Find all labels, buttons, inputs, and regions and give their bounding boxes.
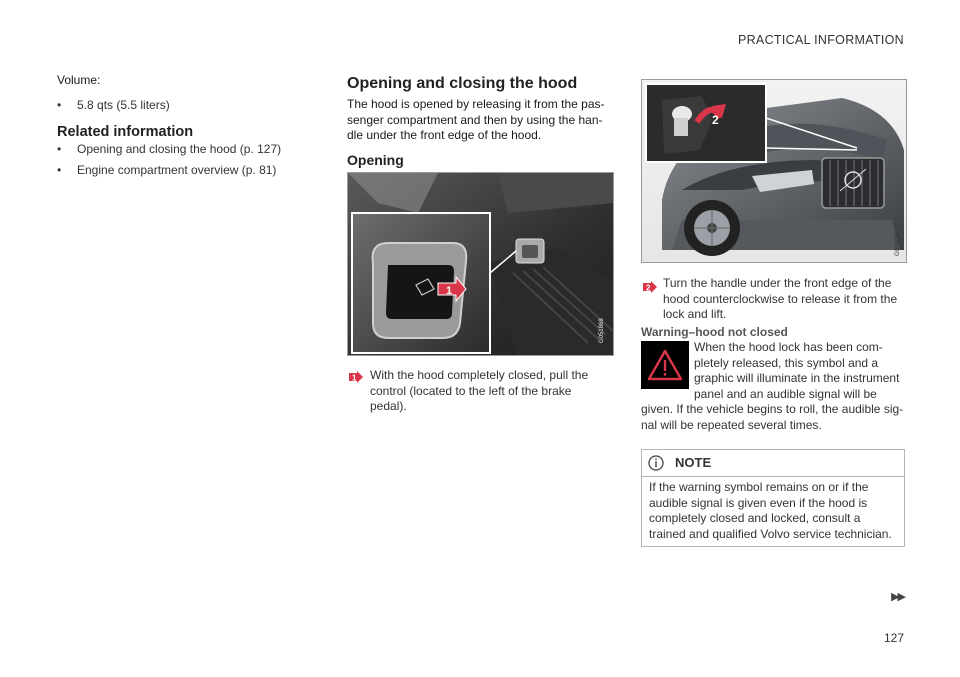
step-2-icon xyxy=(643,281,657,293)
warning-heading: Warning–hood not closed xyxy=(641,325,788,339)
note-box xyxy=(641,449,905,547)
step-1-text: With the hood completely closed, pull the control (located to the left of the brake pedal). xyxy=(370,368,589,413)
next-page-arrows[interactable]: ▶▶ xyxy=(891,591,904,603)
hood-release-illustration xyxy=(348,173,614,356)
step-2-text: Turn the handle under the front edge of the hood counterclockwise to release it from the lock and lift. xyxy=(663,276,898,321)
svg-text:1: 1 xyxy=(352,373,357,383)
related-link-2[interactable]: • Engine compartment overview (p. 81) xyxy=(57,163,297,179)
svg-text:1: 1 xyxy=(446,285,453,297)
section-heading: Opening and closing the hood xyxy=(347,75,578,92)
related-link-1[interactable]: • Opening and closing the hood (p. 127) xyxy=(57,142,297,158)
step-1-icon xyxy=(349,371,363,383)
hood-release-image xyxy=(347,172,614,356)
volume-label: Volume: xyxy=(57,73,101,87)
svg-text:2: 2 xyxy=(646,283,651,293)
opening-subheading: Opening xyxy=(347,152,404,168)
page-number: 127 xyxy=(883,631,904,645)
svg-text:2: 2 xyxy=(712,113,719,127)
image-code-2: G059087 xyxy=(895,231,901,256)
warning-symbol xyxy=(641,341,689,389)
section-title: PRACTICAL INFORMATION xyxy=(737,33,904,47)
info-icon xyxy=(648,455,664,471)
hood-handle-image xyxy=(641,79,907,263)
image-code: G051868 xyxy=(599,318,605,343)
warning-text-indented: When the hood lock has been com- pletely released, this symbol and a graphic will illuminate in the instrument panel and an audible signal will be xyxy=(694,340,900,401)
warning-text-full: given. If the vehicle begins to roll, the audible sig- nal will be repeated several times. xyxy=(641,402,904,432)
warning-triangle-icon xyxy=(646,348,684,382)
related-heading: Related information xyxy=(57,124,194,140)
volume-value: • 5.8 qts (5.5 liters) xyxy=(57,98,292,114)
car-front-illustration xyxy=(642,80,907,263)
note-text: If the warning symbol remains on or if the audible signal is given even if the hood is completely closed and locked, consult a trained and qualified Volvo service technician. xyxy=(649,480,892,541)
note-divider xyxy=(642,476,904,477)
note-title: NOTE xyxy=(675,455,712,470)
intro-text: The hood is opened by releasing it from the pas- senger compartment and then by using the han- dle under the front edge of the hood. xyxy=(347,97,605,142)
